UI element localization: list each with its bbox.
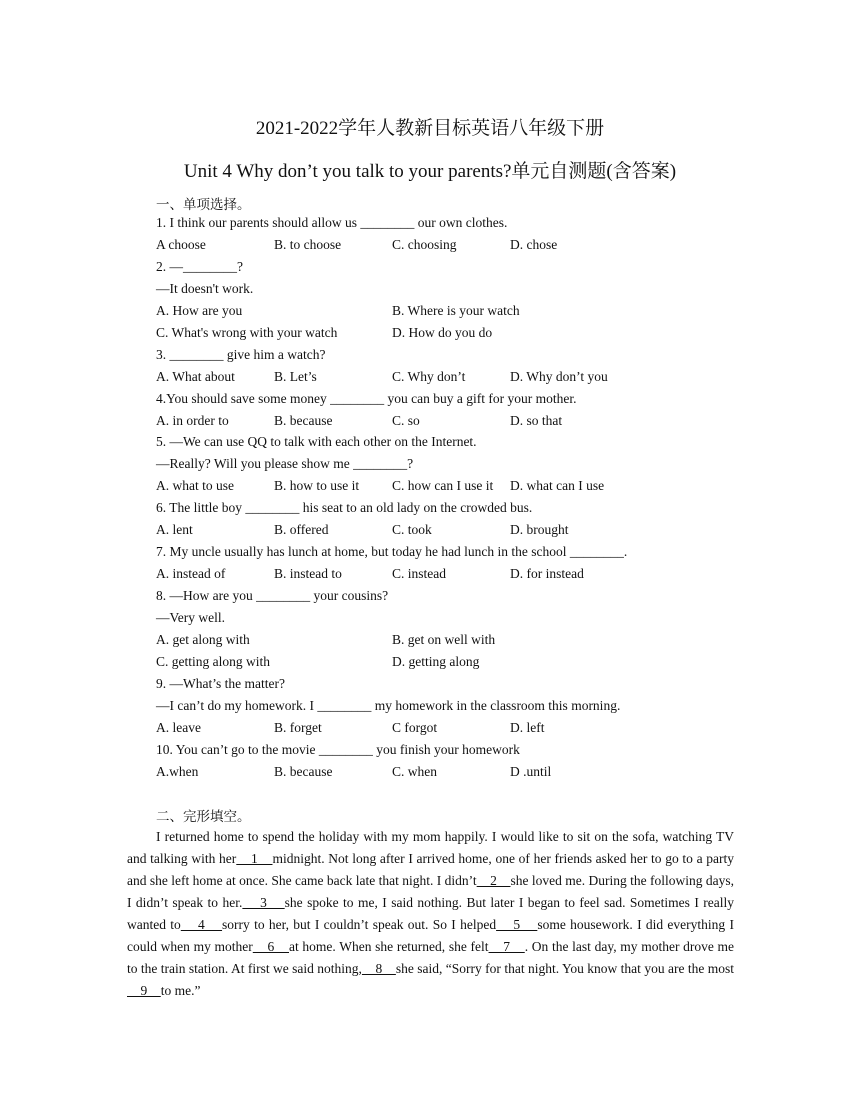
- option-c: C. getting along with: [156, 654, 270, 669]
- passage-text: she loved me. During the following days, I didn’t speak to her.: [127, 873, 735, 910]
- cloze-passage: [127, 826, 734, 1002]
- passage-text: I returned home to spend the holiday with my mom happily. I would like to sit on the sofa, watching TV and talking with her: [127, 829, 734, 866]
- option-b: B. Let’s: [274, 369, 317, 384]
- question-8-reply: —Very well.: [156, 610, 225, 625]
- document-title: 2021-2022学年人教新目标英语八年级下册: [255, 118, 605, 139]
- option-b: B. forget: [274, 720, 322, 735]
- option-d: D. getting along: [392, 654, 480, 669]
- option-d: D. left: [510, 720, 545, 735]
- question-6-stem: 6. The little boy ________ his seat to an old lady on the crowded bus.: [156, 500, 533, 515]
- option-b: B. instead to: [274, 566, 342, 581]
- option-b: B. how to use it: [274, 478, 360, 493]
- option-b: B. offered: [274, 522, 329, 537]
- passage-text: . On the last day, my mother drove me to the train station. At first we said nothing,: [127, 939, 735, 976]
- option-d: D. what can I use: [510, 478, 605, 493]
- blank-6: 6: [252, 939, 289, 954]
- question-1-stem: 1. I think our parents should allow us ________ our own clothes.: [156, 215, 508, 230]
- question-2-stem: 2. —________?: [156, 259, 243, 274]
- question-9-stem: 9. —What’s the matter?: [156, 676, 285, 691]
- blank-8: 8: [361, 961, 396, 976]
- question-7-stem: 7. My uncle usually has lunch at home, but today he had lunch in the school ________.: [156, 544, 628, 559]
- option-a: A. what to use: [156, 478, 234, 493]
- passage-text: she spoke to me, I said nothing. But later I began to feel sad. Sometimes I really wanted to: [127, 895, 734, 932]
- passage-text: midnight. Not long after I arrived home, one of her friends asked her to go to a party and she left home at once. She came back late that night. I didn’t: [127, 851, 734, 888]
- blank-3: 3: [242, 895, 285, 910]
- option-c: C. so: [392, 413, 420, 428]
- option-c: C forgot: [392, 720, 438, 735]
- question-5-stem: 5. —We can use QQ to talk with each other on the Internet.: [156, 434, 477, 449]
- passage-text: some housework. I did everything I could when my mother: [127, 917, 734, 954]
- option-a: A. How are you: [156, 303, 243, 318]
- option-c: C. choosing: [392, 237, 457, 252]
- option-d: D. chose: [510, 237, 558, 252]
- option-d: D. so that: [510, 413, 563, 428]
- option-c: C. how can I use it: [392, 478, 494, 493]
- option-b: B. Where is your watch: [392, 303, 520, 318]
- option-c: C. instead: [392, 566, 446, 581]
- blank-5: 5: [496, 917, 538, 932]
- option-a: A. lent: [156, 522, 193, 537]
- option-d: D. How do you do: [392, 325, 493, 340]
- option-a: A. get along with: [156, 632, 250, 647]
- document-subtitle: Unit 4 Why don’t you talk to your parents?单元自测题(含答案): [183, 161, 677, 182]
- option-d: D. for instead: [510, 566, 584, 581]
- question-4-stem: 4.You should save some money ________ you can buy a gift for your mother.: [156, 391, 577, 406]
- passage-text: sorry to her, but I couldn’t speak out. So I helped: [222, 917, 497, 932]
- option-d: D .until: [510, 764, 552, 779]
- option-a: A. in order to: [156, 413, 229, 428]
- option-b: B. get on well with: [392, 632, 496, 647]
- option-d: D. Why don’t you: [510, 369, 608, 384]
- question-10-stem: 10. You can’t go to the movie ________ you finish your homework: [156, 742, 520, 757]
- option-c: C. Why don’t: [392, 369, 466, 384]
- blank-1: 1: [236, 851, 273, 866]
- passage-text: she said, “Sorry for that night. You know that you are the most: [395, 961, 734, 976]
- passage-text: to me.”: [160, 983, 201, 998]
- blank-2: 2: [476, 873, 511, 888]
- question-9-reply: —I can’t do my homework. I ________ my homework in the classroom this morning.: [156, 698, 621, 713]
- blank-9: 9: [127, 983, 161, 998]
- option-a: A. instead of: [156, 566, 226, 581]
- option-c: C. took: [392, 522, 432, 537]
- section-1-heading: 一、单项选择。: [156, 197, 251, 212]
- question-3-stem: 3. ________ give him a watch?: [156, 347, 326, 362]
- option-a: A. leave: [156, 720, 201, 735]
- option-c: C. when: [392, 764, 437, 779]
- blank-7: 7: [488, 939, 525, 954]
- option-c: C. What's wrong with your watch: [156, 325, 338, 340]
- option-b: B. because: [274, 764, 333, 779]
- question-2-reply: —It doesn't work.: [156, 281, 254, 296]
- passage-text: at home. When she returned, she felt: [289, 939, 489, 954]
- option-d: D. brought: [510, 522, 569, 537]
- question-8-stem: 8. —How are you ________ your cousins?: [156, 588, 389, 603]
- option-b: B. because: [274, 413, 333, 428]
- blank-4: 4: [180, 917, 223, 932]
- option-b: B. to choose: [274, 237, 342, 252]
- option-a: A choose: [156, 237, 206, 252]
- option-a: A. What about: [156, 369, 235, 384]
- option-a: A.when: [156, 764, 199, 779]
- question-5-reply: —Really? Will you please show me ________?: [156, 456, 414, 471]
- section-2-heading: 二、完形填空。: [156, 809, 251, 824]
